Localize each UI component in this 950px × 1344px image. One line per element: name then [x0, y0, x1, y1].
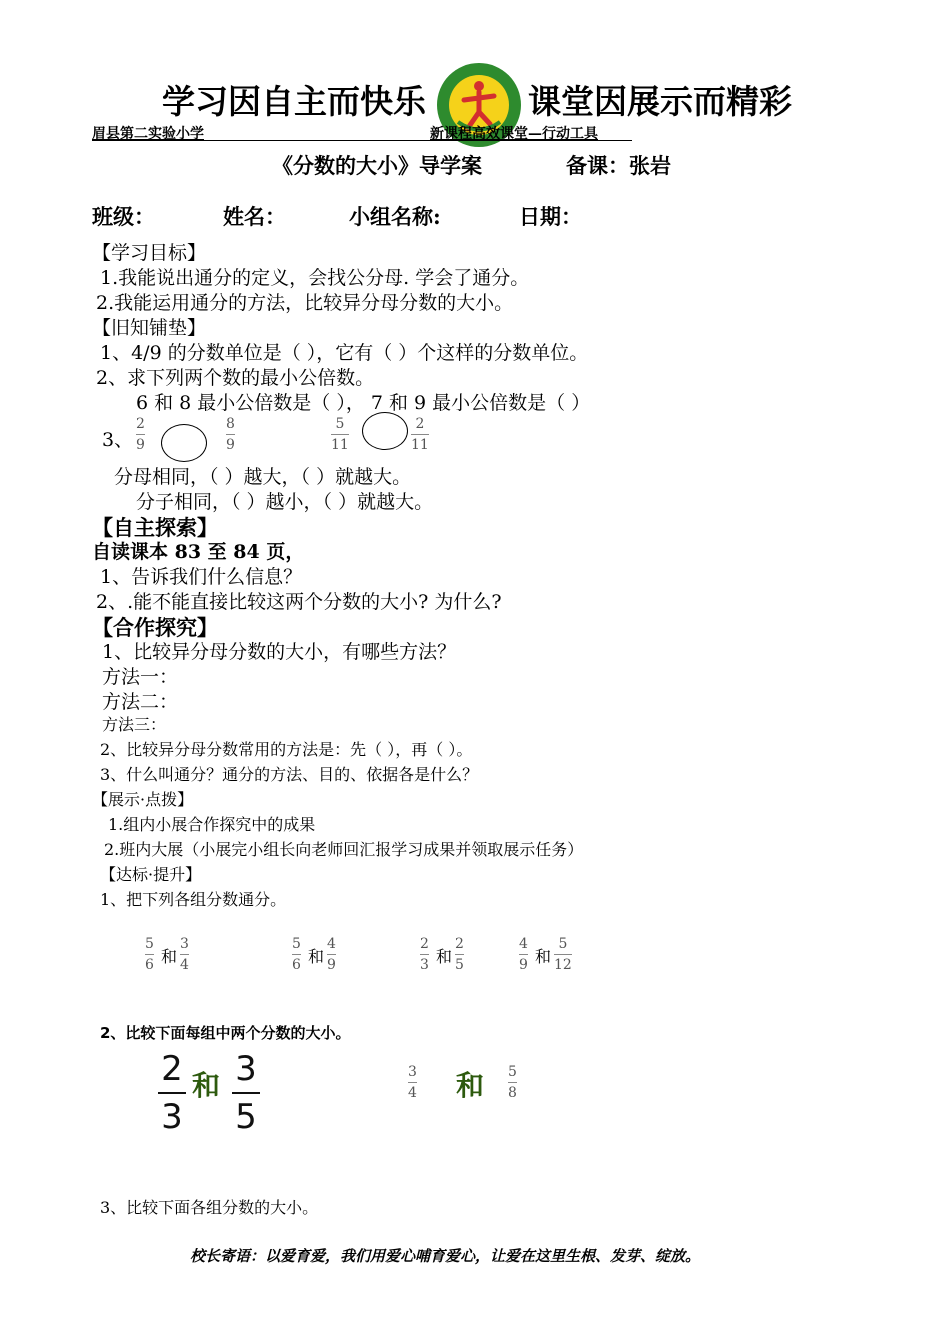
method-2: 方法二： — [102, 691, 179, 713]
coop-q3: 3、什么叫通分？通分的方法、目的、依据各是什么？ — [100, 765, 479, 784]
field-date: 日期： — [519, 204, 582, 229]
and-word: 和 — [308, 947, 325, 966]
explore-heading: 【自主探索】 — [92, 515, 218, 540]
and-word: 和 — [192, 1069, 221, 1102]
fraction: 5 12 — [554, 936, 572, 973]
prior-q1: 1、4/9 的分数单位是（ ），它有（ ）个这样的分数单位。 — [100, 342, 589, 364]
fraction: 2 3 — [158, 1050, 186, 1136]
and-word: 和 — [436, 947, 453, 966]
explore-q2: 2、.能不能直接比较这两个分数的大小? 为什么? — [96, 591, 502, 613]
goal-1: 1.我能说出通分的定义，会找公分母. 学会了通分。 — [100, 267, 530, 289]
explore-q1: 1、告诉我们什么信息？ — [100, 566, 303, 588]
and-word: 和 — [161, 947, 178, 966]
fraction: 3 4 — [408, 1064, 417, 1101]
fraction: 8 9 — [226, 416, 235, 453]
fraction: 2 5 — [455, 936, 464, 973]
fraction: 4 9 — [519, 936, 528, 973]
slogan-left: 学习因自主而快乐 — [162, 82, 426, 121]
fraction: 5 6 — [292, 936, 301, 973]
prior-q2: 2、求下列两个数的最小公倍数。 — [96, 367, 375, 389]
fraction: 5 11 — [331, 416, 349, 453]
fraction: 3 4 — [180, 936, 189, 973]
reach-heading: 【达标·提升】 — [100, 865, 202, 884]
show-1: 1.组内小展合作探究中的成果 — [108, 815, 316, 834]
fraction: 5 6 — [145, 936, 154, 973]
goals-heading: 【学习目标】 — [92, 242, 207, 264]
coop-heading: 【合作探究】 — [92, 615, 218, 640]
field-name: 姓名： — [223, 204, 286, 229]
method-1: 方法一： — [102, 666, 179, 688]
reach-q2: 2、比较下面每组中两个分数的大小。 — [100, 1024, 351, 1042]
fraction: 2 11 — [411, 416, 429, 453]
prior-q2b: 6 和 8 最小公倍数是（ ）， 7 和 9 最小公倍数是（ ） — [136, 392, 591, 414]
field-group: 小组名称: — [349, 204, 441, 229]
method-3: 方法三： — [102, 715, 167, 734]
doc-title: 《分数的大小》导学案 — [272, 153, 482, 178]
fraction: 2 3 — [420, 936, 429, 973]
tool-label: 新课程高效课堂—行动工具 — [430, 126, 598, 142]
show-2: 2.班内大展（小展完小组长向老师回汇报学习成果并领取展示任务） — [104, 840, 584, 859]
school-name: 眉县第二实验小学 — [92, 126, 204, 142]
reach-q3: 3、比较下面各组分数的大小。 — [100, 1198, 319, 1217]
show-heading: 【展示·点拨】 — [92, 790, 194, 809]
fraction: 2 9 — [136, 416, 145, 453]
goal-2: 2.我能运用通分的方法，比较异分母分数的大小。 — [96, 292, 514, 314]
reach-q1: 1、把下列各组分数通分。 — [100, 890, 287, 909]
coop-q2: 2、比较异分母分数常用的方法是：先（ ），再（ ）。 — [100, 740, 473, 759]
rule-same-denominator: 分母相同，（ ）越大，（ ）就越大。 — [114, 466, 412, 488]
prior-heading: 【旧知铺垫】 — [92, 317, 207, 339]
prior-q3-number: 3、 — [102, 429, 134, 451]
explore-read: 自读课本 83 至 84 页， — [92, 541, 305, 563]
and-word: 和 — [456, 1069, 485, 1102]
fraction: 3 5 — [232, 1050, 260, 1136]
field-class: 班级： — [92, 204, 155, 229]
rule-same-numerator: 分子相同，（ ）越小，（ ）就越大。 — [136, 491, 434, 513]
coop-q1: 1、比较异分母分数的大小，有哪些方法？ — [102, 641, 457, 663]
compare-circle[interactable] — [161, 424, 207, 462]
fraction: 5 8 — [508, 1064, 517, 1101]
teacher-label: 备课：张岩 — [566, 153, 671, 178]
principal-message: 校长寄语：以爱育爱，我们用爱心哺育爱心，让爱在这里生根、发芽、绽放。 — [190, 1247, 701, 1265]
compare-circle[interactable] — [362, 412, 408, 450]
and-word: 和 — [535, 947, 552, 966]
fraction: 4 9 — [327, 936, 336, 973]
slogan-right: 课堂因展示而精彩 — [528, 82, 792, 121]
